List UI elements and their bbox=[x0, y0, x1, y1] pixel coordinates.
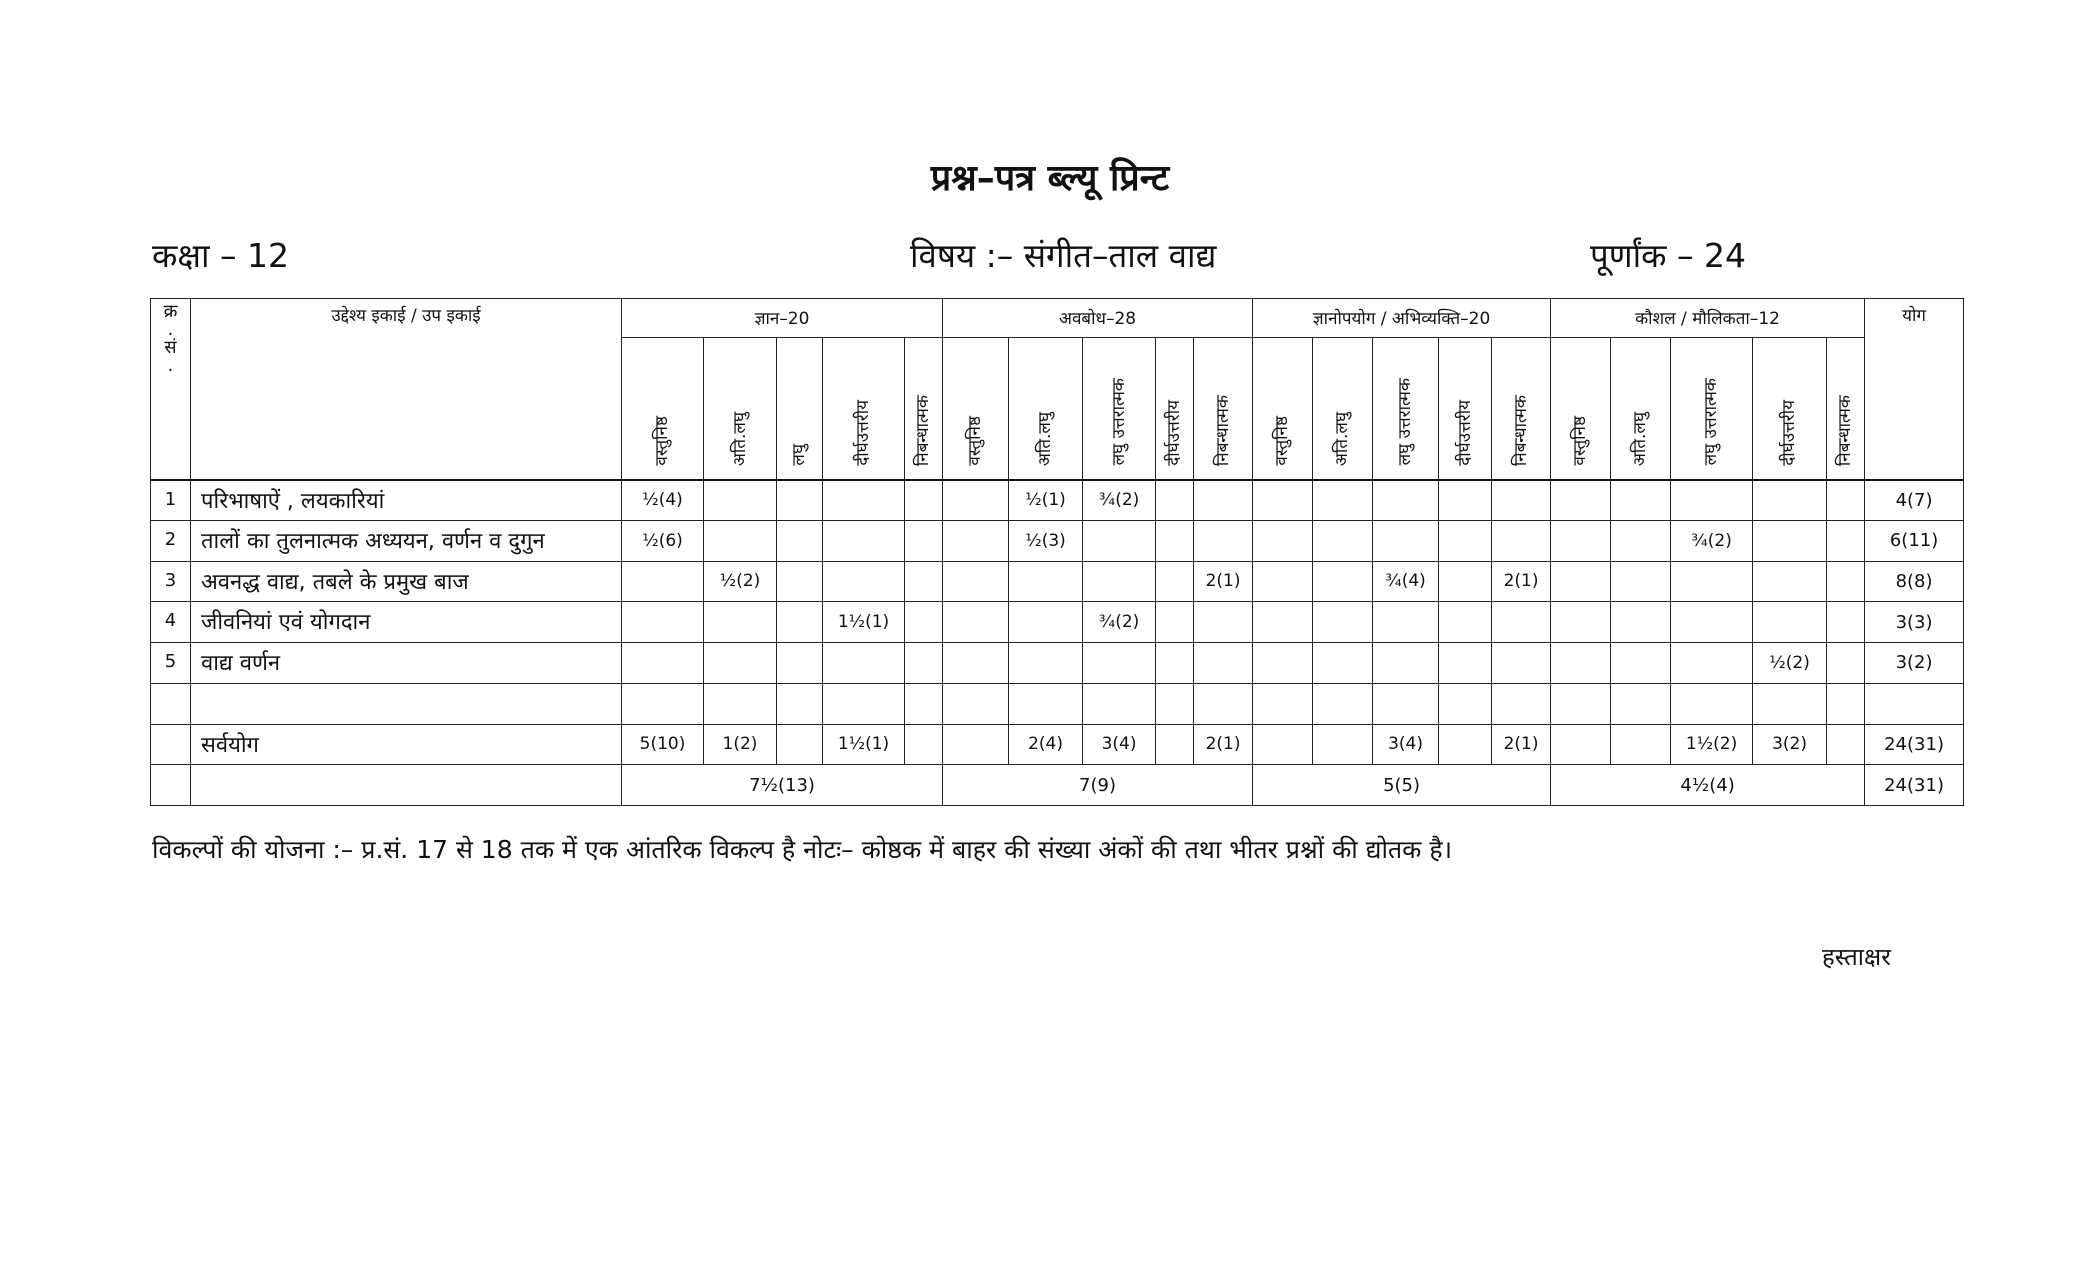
question-type-label: लघु उत्तरात्मक bbox=[1395, 378, 1416, 466]
marks-cell: ¾(4) bbox=[1373, 561, 1439, 602]
marks-cell bbox=[1373, 602, 1439, 643]
marks-cell bbox=[1827, 480, 1865, 521]
marks-cell: ¾(2) bbox=[1083, 602, 1156, 643]
question-type-header bbox=[823, 337, 905, 480]
question-type-header bbox=[905, 337, 943, 480]
serial-number bbox=[151, 724, 191, 765]
marks-cell bbox=[777, 643, 823, 684]
table-row bbox=[151, 480, 1964, 521]
marks-cell bbox=[1492, 602, 1551, 643]
marks-cell bbox=[1253, 643, 1313, 684]
marks-cell bbox=[823, 683, 905, 724]
unit-name: तालों का तुलनात्मक अध्ययन, वर्णन व दुगुन bbox=[191, 520, 622, 561]
marks-cell bbox=[1753, 602, 1827, 643]
grand-total: 24(31) bbox=[1865, 765, 1964, 806]
question-type-label: निबन्धात्मक bbox=[1212, 394, 1233, 466]
marks-cell bbox=[1194, 602, 1253, 643]
marks-cell bbox=[1313, 520, 1373, 561]
marks-cell: ½(6) bbox=[622, 520, 704, 561]
marks-cell bbox=[823, 480, 905, 521]
question-type-header bbox=[1611, 337, 1671, 480]
group-header-row bbox=[151, 299, 1964, 338]
marks-cell bbox=[1671, 480, 1753, 521]
marks-cell bbox=[1671, 602, 1753, 643]
marks-cell: ½(4) bbox=[622, 480, 704, 521]
marks-cell bbox=[777, 724, 823, 765]
marks-cell bbox=[1671, 683, 1753, 724]
group-total: 4½(4) bbox=[1551, 765, 1865, 806]
question-type-label: निबन्धात्मक bbox=[913, 394, 933, 466]
question-type-header bbox=[1671, 337, 1753, 480]
marks-cell bbox=[1439, 683, 1492, 724]
question-type-header bbox=[943, 337, 1009, 480]
marks-cell bbox=[1253, 520, 1313, 561]
marks-cell: 2(1) bbox=[1492, 561, 1551, 602]
marks-cell bbox=[1753, 520, 1827, 561]
marks-cell bbox=[1156, 602, 1194, 643]
marks-cell bbox=[704, 643, 777, 684]
marks-cell bbox=[1009, 561, 1083, 602]
marks-cell bbox=[1156, 561, 1194, 602]
marks-cell bbox=[1009, 643, 1083, 684]
question-type-label: निबन्धात्मक bbox=[1835, 394, 1856, 466]
marks-cell bbox=[1313, 643, 1373, 684]
marks-cell: 3(2) bbox=[1753, 724, 1827, 765]
serial-number: 2 bbox=[151, 520, 191, 561]
question-type-header bbox=[1373, 337, 1439, 480]
question-type-label: निबन्धात्मक bbox=[1510, 394, 1531, 466]
options-note: विकल्पों की योजना :– प्र.सं. 17 से 18 तक में एक आंतरिक विकल्प है नोटः– कोष्ठक में बाहर की संख्या अंकों की तथा भीतर प्रश्नों की द्योतक है। bbox=[152, 835, 1453, 864]
row-total: 3(3) bbox=[1865, 602, 1964, 643]
marks-cell bbox=[1083, 561, 1156, 602]
marks-cell bbox=[1439, 724, 1492, 765]
blueprint-table bbox=[150, 298, 1964, 806]
unit-name: अवनद्ध वाद्य, तबले के प्रमुख बाज bbox=[191, 561, 622, 602]
marks-cell bbox=[777, 602, 823, 643]
question-type-header bbox=[1083, 337, 1156, 480]
marks-cell bbox=[1156, 480, 1194, 521]
marks-cell bbox=[1373, 643, 1439, 684]
marks-cell bbox=[1492, 683, 1551, 724]
question-type-label: दीर्घउत्तरीय bbox=[1779, 399, 1800, 466]
unit-name: सर्वयोग bbox=[191, 724, 622, 765]
question-type-label: दीर्घउत्तरीय bbox=[1164, 399, 1185, 466]
marks-cell: ½(1) bbox=[1009, 480, 1083, 521]
marks-cell bbox=[1551, 480, 1611, 521]
marks-cell bbox=[1194, 683, 1253, 724]
marks-cell: 2(1) bbox=[1492, 724, 1551, 765]
row-total: 4(7) bbox=[1865, 480, 1964, 521]
question-type-header bbox=[1827, 337, 1865, 480]
marks-cell bbox=[1009, 602, 1083, 643]
marks-cell bbox=[1083, 683, 1156, 724]
marks-cell bbox=[1611, 683, 1671, 724]
sn-header-part: . bbox=[167, 355, 174, 376]
marks-cell bbox=[622, 561, 704, 602]
row-total: 3(2) bbox=[1865, 643, 1964, 684]
marks-cell bbox=[704, 602, 777, 643]
marks-cell bbox=[1194, 643, 1253, 684]
marks-cell bbox=[1492, 643, 1551, 684]
serial-number-empty bbox=[151, 765, 191, 806]
question-type-header bbox=[1156, 337, 1194, 480]
marks-cell bbox=[1611, 520, 1671, 561]
marks-cell bbox=[943, 520, 1009, 561]
marks-cell bbox=[1753, 561, 1827, 602]
marks-cell bbox=[1492, 520, 1551, 561]
marks-cell bbox=[1611, 602, 1671, 643]
question-type-header bbox=[777, 337, 823, 480]
serial-number: 4 bbox=[151, 602, 191, 643]
question-type-label: अति.लघु bbox=[1332, 411, 1353, 466]
marks-cell bbox=[1439, 643, 1492, 684]
marks-cell bbox=[905, 520, 943, 561]
table-row bbox=[151, 683, 1964, 724]
row-total: 8(8) bbox=[1865, 561, 1964, 602]
question-type-header bbox=[1551, 337, 1611, 480]
question-type-label: दीर्घउत्तरीय bbox=[1454, 399, 1475, 466]
marks-cell bbox=[1611, 643, 1671, 684]
table-row bbox=[151, 561, 1964, 602]
marks-cell bbox=[777, 683, 823, 724]
serial-number-header bbox=[151, 299, 191, 480]
marks-cell bbox=[1551, 643, 1611, 684]
group-header-gyan: ज्ञान–20 bbox=[622, 299, 943, 338]
marks-cell bbox=[1313, 683, 1373, 724]
marks-cell: 1(2) bbox=[704, 724, 777, 765]
marks-cell bbox=[1253, 480, 1313, 521]
marks-cell bbox=[1253, 561, 1313, 602]
unit-name: जीवनियां एवं योगदान bbox=[191, 602, 622, 643]
marks-cell bbox=[1194, 480, 1253, 521]
marks-cell bbox=[1156, 643, 1194, 684]
unit-header: उद्देश्य इकाई / उप इकाई bbox=[191, 299, 622, 480]
class-label: कक्षा – 12 bbox=[152, 236, 290, 275]
marks-cell bbox=[622, 643, 704, 684]
marks-cell bbox=[943, 724, 1009, 765]
marks-cell bbox=[943, 480, 1009, 521]
marks-cell: 5(10) bbox=[622, 724, 704, 765]
marks-cell bbox=[1611, 561, 1671, 602]
question-type-header bbox=[1313, 337, 1373, 480]
marks-cell bbox=[704, 683, 777, 724]
marks-cell bbox=[1253, 683, 1313, 724]
question-type-header bbox=[1194, 337, 1253, 480]
marks-cell bbox=[1156, 520, 1194, 561]
marks-cell bbox=[1313, 602, 1373, 643]
marks-cell bbox=[1492, 480, 1551, 521]
marks-cell bbox=[1551, 561, 1611, 602]
marks-cell bbox=[943, 602, 1009, 643]
question-type-label: अति.लघु bbox=[1630, 411, 1651, 466]
marks-cell bbox=[1253, 602, 1313, 643]
marks-cell bbox=[1253, 724, 1313, 765]
marks-cell bbox=[1753, 683, 1827, 724]
question-type-label: लघु उत्तरात्मक bbox=[1701, 378, 1722, 466]
question-type-label: वस्तुनिष्ठ bbox=[965, 416, 986, 466]
marks-cell bbox=[1827, 520, 1865, 561]
marks-cell bbox=[1827, 724, 1865, 765]
marks-cell bbox=[1439, 561, 1492, 602]
question-type-label: वस्तुनिष्ठ bbox=[1272, 416, 1293, 466]
marks-cell bbox=[1439, 520, 1492, 561]
marks-cell bbox=[943, 683, 1009, 724]
marks-cell: 1½(1) bbox=[823, 724, 905, 765]
marks-cell bbox=[905, 643, 943, 684]
marks-cell bbox=[823, 643, 905, 684]
marks-cell: ¾(2) bbox=[1671, 520, 1753, 561]
marks-cell bbox=[1439, 602, 1492, 643]
marks-cell bbox=[1194, 520, 1253, 561]
marks-cell: ½(2) bbox=[704, 561, 777, 602]
question-type-label: लघु उत्तरात्मक bbox=[1108, 378, 1129, 466]
marks-cell bbox=[1827, 683, 1865, 724]
marks-cell bbox=[943, 561, 1009, 602]
subject-label: विषय :– संगीत–ताल वाद्य bbox=[910, 236, 1217, 275]
marks-cell: 2(1) bbox=[1194, 561, 1253, 602]
question-type-header bbox=[1753, 337, 1827, 480]
marks-cell bbox=[1827, 561, 1865, 602]
total-header: योग bbox=[1865, 299, 1964, 480]
unit-name-empty bbox=[191, 765, 622, 806]
question-type-label: अति.लघु bbox=[1035, 411, 1056, 466]
marks-cell bbox=[1373, 520, 1439, 561]
marks-cell bbox=[1671, 561, 1753, 602]
unit-name: परिभाषाऐं , लयकारियां bbox=[191, 480, 622, 521]
marks-cell bbox=[704, 480, 777, 521]
table-row bbox=[151, 643, 1964, 684]
question-type-label: अति.लघु bbox=[729, 411, 750, 466]
marks-cell: ½(3) bbox=[1009, 520, 1083, 561]
question-type-label: लघु bbox=[789, 444, 809, 466]
marks-cell bbox=[1827, 602, 1865, 643]
group-header-avbodh: अवबोध–28 bbox=[943, 299, 1253, 338]
marks-cell bbox=[1611, 480, 1671, 521]
sn-header-part: . bbox=[167, 319, 174, 340]
row-total: 6(11) bbox=[1865, 520, 1964, 561]
marks-cell: ½(2) bbox=[1753, 643, 1827, 684]
row-total bbox=[1865, 683, 1964, 724]
marks-cell: 1½(2) bbox=[1671, 724, 1753, 765]
marks-cell: 2(4) bbox=[1009, 724, 1083, 765]
group-totals-row bbox=[151, 765, 1964, 806]
marks-cell bbox=[1373, 480, 1439, 521]
marks-cell bbox=[1313, 724, 1373, 765]
marks-cell bbox=[1156, 683, 1194, 724]
sn-header-part: क्र bbox=[163, 301, 178, 322]
marks-cell bbox=[1551, 724, 1611, 765]
marks-cell: 3(4) bbox=[1083, 724, 1156, 765]
marks-cell bbox=[1551, 520, 1611, 561]
group-header-gyanopyog: ज्ञानोपयोग / अभिव्यक्ति–20 bbox=[1253, 299, 1551, 338]
marks-cell bbox=[823, 561, 905, 602]
marks-cell bbox=[1551, 683, 1611, 724]
question-type-header bbox=[1253, 337, 1313, 480]
group-header-kaushal: कौशल / मौलिकता–12 bbox=[1551, 299, 1865, 338]
marks-cell: 1½(1) bbox=[823, 602, 905, 643]
marks-cell bbox=[777, 520, 823, 561]
marks-cell bbox=[905, 561, 943, 602]
marks-cell bbox=[1313, 561, 1373, 602]
marks-cell bbox=[777, 480, 823, 521]
marks-cell bbox=[823, 520, 905, 561]
question-type-header bbox=[1492, 337, 1551, 480]
marks-cell bbox=[1827, 643, 1865, 684]
serial-number bbox=[151, 683, 191, 724]
serial-number: 1 bbox=[151, 480, 191, 521]
marks-cell bbox=[777, 561, 823, 602]
marks-cell bbox=[704, 520, 777, 561]
marks-cell: ¾(2) bbox=[1083, 480, 1156, 521]
question-type-label: दीर्घउत्तरीय bbox=[853, 399, 873, 466]
marks-cell bbox=[622, 683, 704, 724]
table-row bbox=[151, 724, 1964, 765]
question-type-header bbox=[1439, 337, 1492, 480]
table-row bbox=[151, 520, 1964, 561]
marks-cell bbox=[905, 480, 943, 521]
marks-cell bbox=[1671, 643, 1753, 684]
question-type-header bbox=[1009, 337, 1083, 480]
marks-cell bbox=[905, 683, 943, 724]
question-type-label: वस्तुनिष्ठ bbox=[1570, 416, 1591, 466]
sn-header-part: सं bbox=[164, 337, 177, 358]
marks-cell: 3(4) bbox=[1373, 724, 1439, 765]
row-total: 24(31) bbox=[1865, 724, 1964, 765]
table-row bbox=[151, 602, 1964, 643]
marks-cell: 2(1) bbox=[1194, 724, 1253, 765]
marks-cell bbox=[1373, 683, 1439, 724]
marks-cell bbox=[1083, 643, 1156, 684]
page-title: प्रश्न–पत्र ब्ल्यू प्रिन्ट bbox=[930, 158, 1170, 199]
question-type-header bbox=[622, 337, 704, 480]
group-total: 7½(13) bbox=[622, 765, 943, 806]
marks-cell bbox=[1753, 480, 1827, 521]
group-total: 5(5) bbox=[1253, 765, 1551, 806]
marks-cell bbox=[1439, 480, 1492, 521]
marks-cell bbox=[1313, 480, 1373, 521]
marks-cell bbox=[1611, 724, 1671, 765]
marks-cell bbox=[622, 602, 704, 643]
marks-cell bbox=[1551, 602, 1611, 643]
marks-cell bbox=[905, 602, 943, 643]
total-marks-label: पूर्णांक – 24 bbox=[1590, 236, 1746, 275]
question-type-label: वस्तुनिष्ठ bbox=[652, 416, 672, 466]
unit-name bbox=[191, 683, 622, 724]
question-type-header bbox=[704, 337, 777, 480]
signature-label: हस्ताक्षर bbox=[1822, 943, 1891, 971]
unit-name: वाद्य वर्णन bbox=[191, 643, 622, 684]
group-total: 7(9) bbox=[943, 765, 1253, 806]
serial-number: 5 bbox=[151, 643, 191, 684]
marks-cell bbox=[1083, 520, 1156, 561]
marks-cell bbox=[943, 643, 1009, 684]
marks-cell bbox=[905, 724, 943, 765]
marks-cell bbox=[1009, 683, 1083, 724]
serial-number: 3 bbox=[151, 561, 191, 602]
marks-cell bbox=[1156, 724, 1194, 765]
